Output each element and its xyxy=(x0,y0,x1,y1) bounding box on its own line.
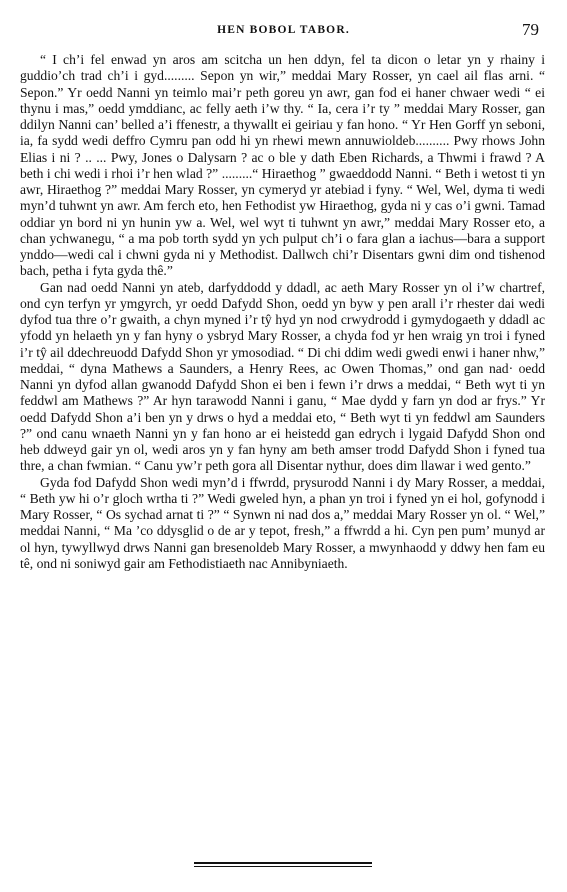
page-header xyxy=(24,22,543,42)
page-number: 79 xyxy=(522,20,539,39)
body-text xyxy=(20,52,545,572)
paragraph-2: Gan nad oedd Nanni yn ateb, darfyddodd y ddadl, ac aeth Mary Rosser yn ol i’w chartref, ond cyn terfyn yr ymgyrch, yr oedd Dafydd Shon, oedd yn byw y pen arall i’r rhester dai wedi dyfod tua thre o’r gwaith, a chyn myned i’r tŷ hyd yn nod crwydrodd i gymydogaeth y ddadl ac yfodd yn helaeth yn y fan hyny o ysbryd Mary Rosser, a chyda fod yr hen wraig yn troi i fyned i’r tŷ ail ddechreuodd Dafydd Shon yr ymosodiad. “ Di chi ddim wedi gwedi enwi i haner nhw,” meddai, “ dyna Mathews a Saunders, a Henry Rees, ac Owen Thomas,” ond gan nad· oedd Nanni yn dyfod allan gwanodd Dafydd Shon ei ben i fewn i’r drws a meddai, “ Beth wyt ti yn feddwl am Mathews ?” Ar hyn tarawodd Nanni i ganu, “ Mae dydd y farn yn dod ar frys.” Yr oedd Dafydd Shon a’i ben yn y drws o hyd a meddai eto, “ Beth wyt ti yn feddwl am Saunders ?” ond canu wnaeth Nanni yn y fan hono ar ei heistedd gan edrych i lygaid Dafydd Shon ond heb ddweyd gair yn ol, wedi aros yn y fan hyny am beth amser trodd Dafydd Shon i fyned tua thre, a chan fwmian. “ Canu yw’r peth gora all Disentar nythur, does dim llawar i wed gento.” xyxy=(20,279,545,474)
footer-rule-thick xyxy=(194,862,372,864)
paragraph-3: Gyda fod Dafydd Shon wedi myn’d i ffwrdd, prysurodd Nanni i dy Mary Rosser, a meddai, “ Beth yw hi o’r gloch wrtha ti ?” Wedi gweled hyn, a phan yn troi i fyned yn ei hol, gofynodd i Mary Rosser, “ Os sychad arnat ti ?” “ Synwn ni nad dos a,” meddai Mary Rosser yn ol. “ Wel,” meddai Nanni, “ Ma ’co ddysglid o de ar y tepot, fresh,” a ffwrdd a hi. Cyn pen pum’ munyd ar ol hyn, tywyllwyd drws Nanni gan bresenoldeb Mary Rosser, a mwynhaodd y ddwy hen fam eu tê, ond ni soniwyd gair am Fethodistiaeth nac Annibyniaeth. xyxy=(20,474,545,571)
footer-rule-thin xyxy=(194,866,372,867)
footer-double-rule xyxy=(194,862,372,868)
running-title: HEN BOBOL TABOR. xyxy=(217,24,350,36)
paragraph-1: “ I ch’i fel enwad yn aros am scitcha un hen ddyn, fel ta dicon o letar yn y rhainy i guddio’ch trad ch’i i gyd......... Sepon yn wir,” meddai Mary Rosser, yn cael ail flas arni. “ Sepon.” Yr oedd Nanni yn teimlo mai’r peth goreu yn awr, gan fod ei haner chwaer wedi “ ei thynu i mas,” oedd ymddianc, ac felly aeth i’w thy. “ Ia, cera i’r ty ” meddai Mary Rosser, gan ddilyn Nanni can’ belled a’i ffenestr, a thywallt ei geiriau y fan hono. “ Yr Hen Gorff yn seboni, ia, fa sydd wedi deffro Cymru pan odd hi yn rhewi mewn annuwioldeb.......... Pwy rhows John Elias i ni ? .. ... Pwy, Jones o Dalysarn ? ac o ble y dath Eben Richards, a Thwmi i frawd ? A beth i chi wedi i rhoi i’r hen wlad ?” .........“ Hiraethog ” gwaeddodd Nanni. “ Beth i wetost ti yn awr, Hiraethog ?” meddai Mary Rosser, yn cymeryd yr atebiad i fyny. “ Wel, Wel, dyma ti wedi myn’d tuhwnt yn awr. Am ferch eto, hen Fethodist yw Hiraethog, gyda ni y cas o’i gwni. Tamad oddiar yn bord ni yn hunin yw a. Wel, wel wyt ti tuhwnt yn awr,” meddai Mary Rosser eto, a chan ychwanegu, “ a ma pob torth sydd yn ych pulput ch’i o fara glan a iachus—bara a support ynddo—wedi cal i chwni gyda ni y Methodist. Dallwch chi’r Disentars gwni dim ond tishenod bach, petha i fyta gyda thê.” xyxy=(20,52,545,279)
